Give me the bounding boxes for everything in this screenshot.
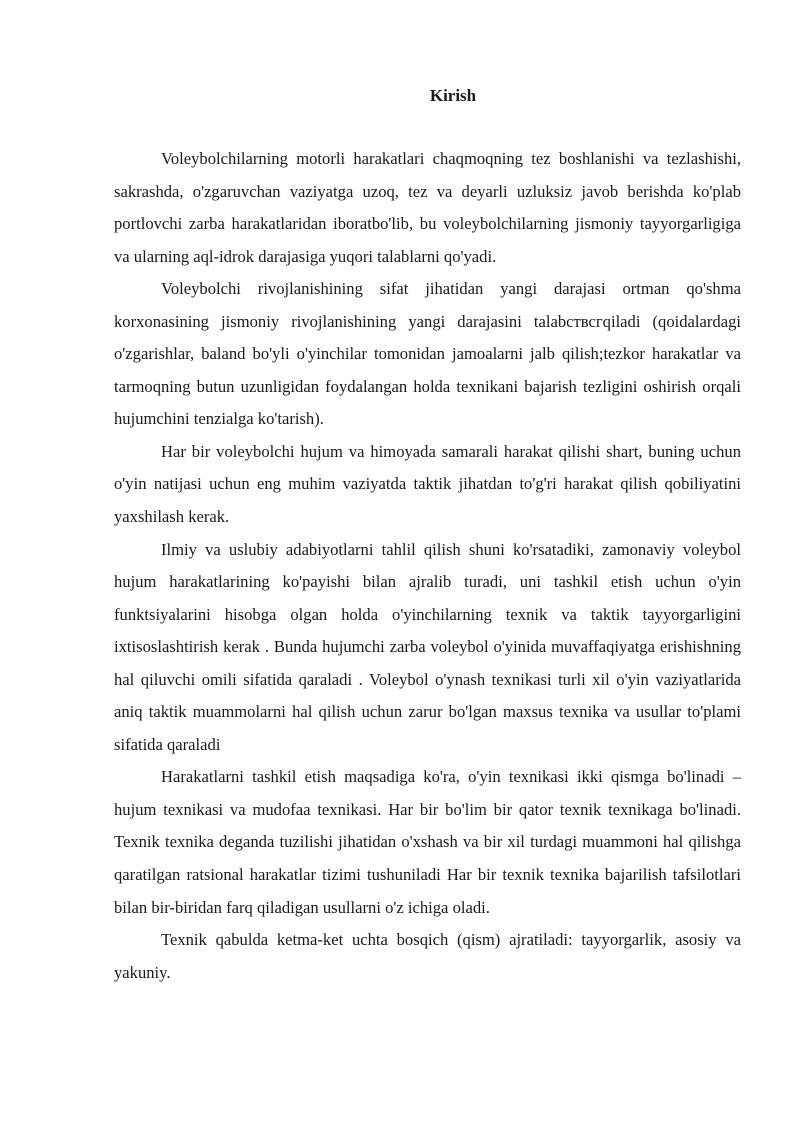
paragraph: Harakatlarni tashkil etish maqsadiga ko'ra, o'yin texnikasi ikki qismga bo'linadi – hujum texnikasi va mudofaa texnikasi. Har bir bo'lim bir qator texnik texnikaga bo'linadi. Texnik texnika deganda tuzilishi jihatidan o'xshash va bir xil turdagi muammoni hal qilishga qaratilgan ratsional harakatlar tizimi tushuniladi Har bir texnik texnika bajarilish tafsilotlari bilan bir-biridan farq qiladigan usullarni o'z ichiga oladi.	[114, 767, 741, 917]
paragraph: Voleybolchilarning motorli harakatlari chaqmoqning tez boshlanishi va tezlashishi, sakrashda, o'zgaruvchan vaziyatga uzoq, tez va deyarli uzluksiz javob berishda ko'plab portlovchi zarba harakatlaridan iboratbo'lib, bu voleybolchilarning jismoniy tayyorgarligiga va ularning aql-idrok darajasiga yuqori talablarni qo'yadi.	[114, 149, 741, 266]
paragraph: Voleybolchi rivojlanishining sifat jihatidan yangi darajasi ortman qo'shma korxonasining jismoniy rivojlanishining yangi darajasini talabствсгqiladi (qoidalardagi o'zgarishlar, baland bo'yli o'yinchilar tomonidan jamoalarni jalb qilish;tezkor harakatlar va tarmoqning butun uzunligidan foydalangan holda texnikani bajarish tezligini oshirish orqali hujumchini tenzialga ko'tarish).	[114, 279, 741, 429]
body-text	[114, 143, 741, 989]
paragraph: Har bir voleybolchi hujum va himoyada samarali harakat qilishi shart, buning uchun o'yin natijasi uchun eng muhim vaziyatda taktik jihatdan to'g'ri harakat qilish qobiliyatini yaxshilash kerak.	[114, 441, 741, 527]
page-title: Kirish	[429, 86, 477, 105]
paragraph: Ilmiy va uslubiy adabiyotlarni tahlil qilish shuni ko'rsatadiki, zamonaviy voleybol hujum harakatlarining ko'payishi bilan ajralib turadi, uni tashkil etish uchun o'yin funktsiyalarini hisobga olgan holda o'yinchilarning texnik va taktik tayyorgarligini ixtisoslashtirish kerak . Bunda hujumchi zarba voleybol o'yinida muvaffaqiyatga erishishning hal qiluvchi omili sifatida qaraladi . Voleybol o'ynash texnikasi turli xil o'yin vaziyatlarida aniq taktik muammolarni hal qilish uchun zarur bo'lgan maxsus texnika va usullar to'plami sifatida qaraladi	[114, 539, 741, 754]
paragraph: Texnik qabulda ketma-ket uchta bosqich (qism) ajratiladi: tayyorgarlik, asosiy va yakuniy.	[114, 930, 741, 982]
